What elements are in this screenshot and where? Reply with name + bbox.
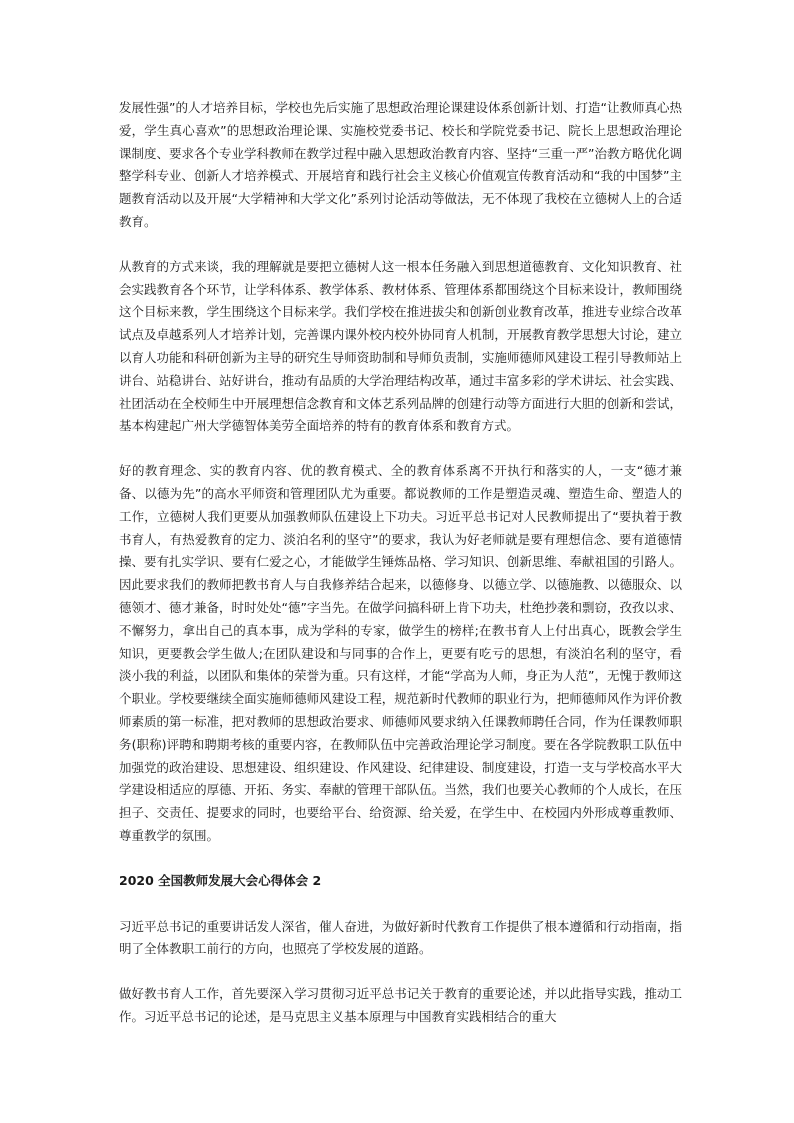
paragraph-education-method: 从教育的方式来谈，我的理解就是要把立德树人这一根本任务融入到思想道德教育、文化知识教育、社会实践教育各个环节，让学科体系、教学体系、教材体系、管理体系都围绕这个目标来设计，教师围绕这个目标来教，学生围绕这个目标来学。我们学校在推进拔尖和创新创业教育改革，推进专业综合改革试点及卓越系列人才培养计划，完善课内课外校内校外协同育人机制，开展教育教学思想大讨论，建立以育人功能和科研创新为主导的研究生导师资助制和导师负责制，实施师德师风建设工程引导教师站上讲台、站稳讲台、站好讲台，推动有品质的大学治理结构改革，通过丰富多彩的学术讲坛、社会实践、社团活动在全校师生中开展理想信念教育和文体艺系列品牌的创建行动等方面进行大胆的创新和尝试，基本构建起广州大学德智体美劳全面培养的特有的教育体系和教育方式。 [119,258,682,434]
paragraph-speech-impact: 习近平总书记的重要讲话发人深省，催人奋进，为做好新时代教育工作提供了根本遵循和行动指南，指明了全体教职工前行的方向，也照亮了学校发展的道路。 [119,918,682,957]
paragraph-teaching-work: 做好教书育人工作，首先要深入学习贯彻习近平总书记关于教育的重要论述，并以此指导实践，推动工作。习近平总书记的论述，是马克思主义基本原理与中国教育实践相结合的重大 [119,986,682,1024]
paragraph-intro-continuation: 发展性强”的人才培养目标，学校也先后实施了思想政治理论课建设体系创新计划、打造“让教师真心热爱，学生真心喜欢”的思想政治理论课、实施校党委书记、校长和学院党委书记、院长上思想政治理论课制度、要求各个专业学科教师在教学过程中融入思想政治教育内容、坚持“三重一严”治教方略优化调整学科专业、创新人才培养模式、开展培育和践行社会主义核心价值观宣传教育活动和“我的中国梦”主题教育活动以及开展“大学精神和大学文化”系列讨论活动等做法，无不体现了我校在立德树人上的合适教育。 [119,100,682,229]
document-page [119,97,682,1051]
section-heading: 2020 全国教师发展大会心得体会 2 [119,872,322,888]
paragraph-teacher-team: 好的教育理念、实的教育内容、优的教育模式、全的教育体系离不开执行和落实的人，一支“德才兼备、以德为先”的高水平师资和管理团队尤为重要。都说教师的工作是塑造灵魂、塑造生命、塑造人的工作，立德树人我们更要从加强教师队伍建设上下功夫。习近平总书记对人民教师提出了“要执着于教书育人，有热爱教育的定力、淡泊名利的坚守”的要求，我认为好老师就是要有理想信念、要有道德情操、要有扎实学识、要有仁爱之心，才能做学生锤炼品格、学习知识、创新思维、奉献祖国的引路人。因此要求我们的教师把教书育人与自我修养结合起来，以德修身、以德立学、以德施教、以德服众、以德领才、德才兼备，时时处处“德”字当先。在做学问搞科研上肯下功夫，杜绝抄袭和剽窃，孜孜以求、不懈努力，拿出自己的真本事，成为学科的专家，做学生的榜样;在教书育人上付出真心，既教会学生知识，更要教会学生做人;在团队建设和与同事的合作上，更要有吃亏的思想，有淡泊名利的坚守，看淡小我的利益，以团队和集体的荣誉为重。只有这样，才能“学高为人师，身正为人范”，无愧于教师这个职业。学校要继续全面实施师德师风建设工程，规范新时代教师的职业行为，把师德师风作为评价教师素质的第一标准，把对教师的思想政治要求、师德师风要求纳入任课教师聘任合同，作为任课教师职务(职称)评聘和聘期考核的重要内容，在教师队伍中完善政治理论学习制度。要在各学院教职工队伍中加强党的政治建设、思想建设、组织建设、作风建设、纪律建设、制度建设，打造一支与学校高水平大学建设相适应的厚德、开拓、务实、奉献的管理干部队伍。当然，我们也要关心教师的个人成长，在压担子、交责任、提要求的同时，也要给平台、给资源、给关爱，在学生中、在校园内外形成尊重教师、尊重教学的氛围。 [119,463,682,843]
